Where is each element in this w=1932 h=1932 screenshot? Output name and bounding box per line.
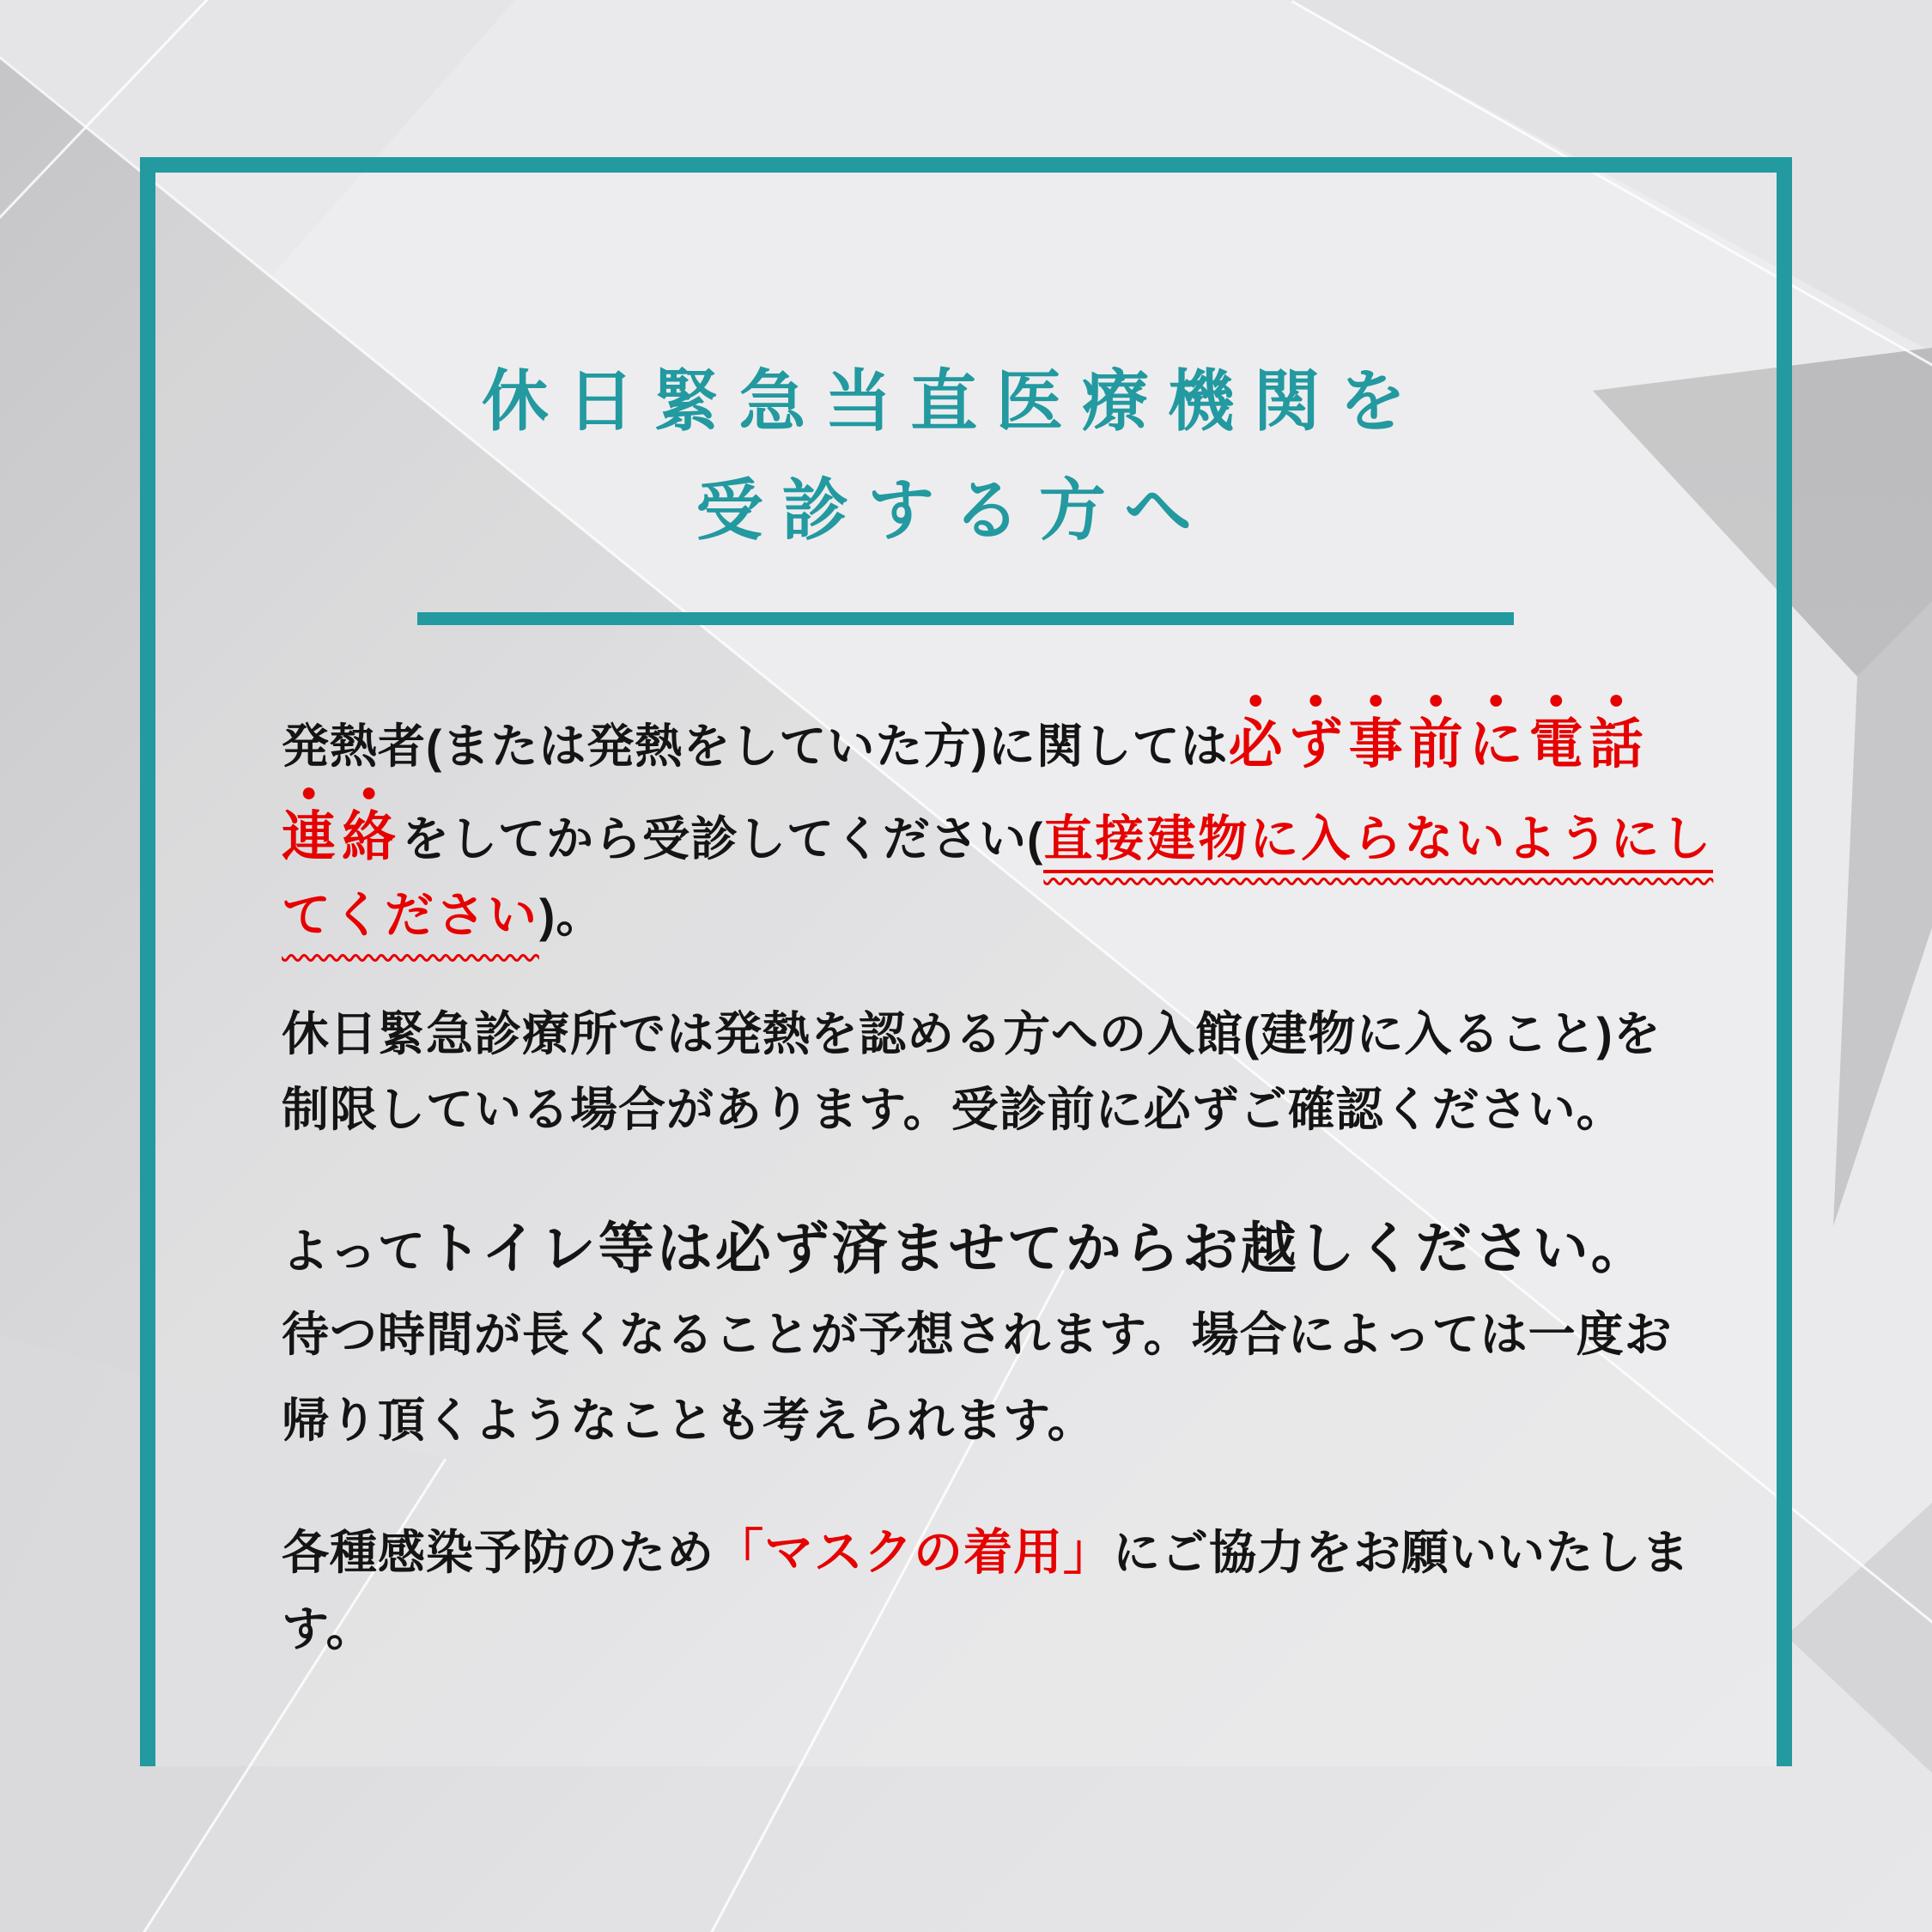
page-title-line-1: 休日緊急当直医療機関を [481, 363, 1425, 439]
text-line [282, 1591, 1741, 1668]
text-line [282, 1291, 1741, 1377]
text-line [282, 1515, 1741, 1591]
text-line [282, 776, 1741, 869]
text-segment-bold: トイレ等は必ず済ませてからお越しください。 [426, 1217, 1649, 1279]
text-line [282, 996, 1741, 1072]
text-segment-red-plain: 「マスクの着用」 [714, 1525, 1114, 1580]
text-line [282, 869, 1741, 962]
text-segment-black: にご協力をお願いいたしま [1113, 1526, 1691, 1579]
text-segment-red-u2: てください [282, 888, 539, 943]
paragraph-toilet-waiting [282, 1206, 1741, 1463]
text-segment-black: をしてから受診してください( [402, 812, 1044, 866]
text-line [282, 1206, 1741, 1291]
text-segment-black: 発熱者(または発熱をしていた方)に関しては [282, 720, 1229, 773]
text-segment-black: 帰り頂くようなことも考えられます。 [282, 1394, 1096, 1447]
page-title-line-2: 受診する方へ [696, 472, 1211, 548]
paragraph-mask-request [282, 1515, 1741, 1668]
paragraph-entry-restriction [282, 996, 1741, 1147]
title-divider-rule [417, 612, 1514, 625]
text-line [282, 683, 1741, 776]
text-line [282, 1072, 1741, 1147]
text-segment-black: 制限している場合があります。受診前に必ずご確認ください。 [282, 1083, 1625, 1136]
text-segment-red-dots: 連絡 [282, 807, 402, 867]
text-segment-black: 休日緊急診療所では発熱を認める方への入館(建物に入ること)を [282, 1007, 1662, 1060]
page-title [129, 347, 1777, 565]
text-segment-black: 待つ時間が長くなることが予想されます。場合によっては一度お [282, 1308, 1673, 1361]
text-segment-black: )。 [539, 889, 605, 942]
paragraph-fever-phone-contact [282, 683, 1741, 962]
text-segment-black: す。 [282, 1602, 374, 1656]
text-segment-red-u1: 直接建物に入らないようにし [1043, 811, 1713, 873]
text-segment-black: 各種感染予防のため [282, 1526, 715, 1579]
text-line [282, 1377, 1741, 1463]
text-segment-red-dots: 必ず事前に電話 [1228, 714, 1649, 775]
text-segment-lead: よって [282, 1224, 427, 1278]
